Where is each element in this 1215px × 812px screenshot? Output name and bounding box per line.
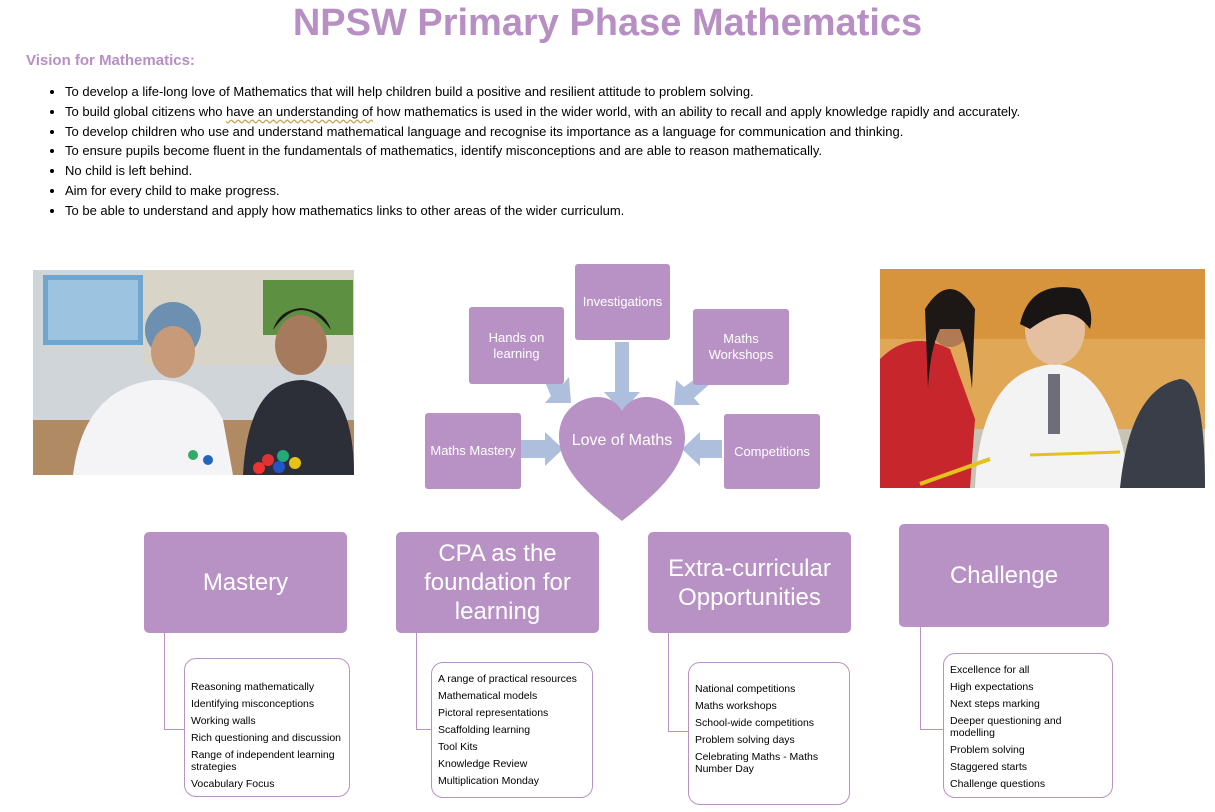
arrow-right <box>521 432 563 466</box>
list-item: Deeper questioning and modelling <box>950 715 1062 739</box>
list-item: Problem solving days <box>695 734 795 746</box>
pillar-list <box>438 673 586 787</box>
pillar-heading-challenge: Challenge <box>899 524 1109 627</box>
page-title: NPSW Primary Phase Mathematics <box>292 2 923 44</box>
list-item: National competitions <box>695 683 796 695</box>
list-item: Challenge questions <box>950 778 1046 790</box>
list-item: High expectations <box>950 681 1034 693</box>
bullet-text-underlined: have an understanding of <box>226 103 373 119</box>
pillar-connector <box>164 633 186 730</box>
node-maths-mastery: Maths Mastery <box>425 413 521 489</box>
list-item: Range of independent learning strategies <box>191 749 335 773</box>
arrow-left <box>682 432 722 466</box>
list-item: Scaffolding learning <box>438 724 531 736</box>
pillar-list-box <box>943 653 1113 798</box>
list-item: A range of practical resources <box>438 673 577 685</box>
list-item: Rich questioning and discussion <box>191 732 342 744</box>
list-item: Tool Kits <box>438 741 478 753</box>
heart-shape <box>559 397 685 521</box>
vision-bullet: • No child is left behind. <box>65 161 1215 181</box>
vision-heading: Vision for Mathematics: <box>26 52 195 69</box>
list-item: School-wide competitions <box>695 717 815 729</box>
node-hands-on-learning: Hands on learning <box>469 307 564 384</box>
list-item: Identifying misconceptions <box>191 698 315 710</box>
pillar-list <box>950 664 1106 790</box>
list-item: Multiplication Monday <box>438 775 539 787</box>
node-maths-workshops: Maths Workshops <box>693 309 789 385</box>
pillar-list <box>191 681 343 790</box>
vision-bullet: • To develop children who use and understand mathematical language and recognise its importance as a language for communication and thinking. <box>65 122 1215 142</box>
list-item: Excellence for all <box>950 664 1030 676</box>
heart-label: Love of Maths <box>571 432 673 449</box>
list-item: Mathematical models <box>438 690 538 702</box>
list-item: Problem solving <box>950 744 1025 756</box>
list-item: Pictoral representations <box>438 707 549 719</box>
node-investigations: Investigations <box>575 264 670 340</box>
pillar-list-box <box>688 662 850 805</box>
vision-bullet: • Aim for every child to make progress. <box>65 181 1215 201</box>
pillar-heading-cpa: CPA as the foundation for learning <box>396 532 599 633</box>
list-item: Reasoning mathematically <box>191 681 315 693</box>
pillar-connector <box>920 627 945 730</box>
list-item: Maths workshops <box>695 700 777 712</box>
list-item: Staggered starts <box>950 761 1028 773</box>
list-item: Celebrating Maths - Maths Number Day <box>695 751 819 775</box>
vision-bullet: • To ensure pupils become fluent in the fundamentals of mathematics, identify misconceptions and are able to reason mathematically. <box>65 141 1215 161</box>
list-item: Next steps marking <box>950 698 1040 710</box>
pillar-list-box <box>184 658 350 797</box>
list-item: Knowledge Review <box>438 758 528 770</box>
list-item: Working walls <box>191 715 256 727</box>
pillar-heading-mastery: Mastery <box>144 532 347 633</box>
pillar-heading-extra-curricular: Extra-curricular Opportunities <box>648 532 851 633</box>
bullet-text: how mathematics is used in the wider world, with an ability to recall and apply knowledge rapidly and accurately. <box>372 103 1021 119</box>
bullet-text: To build global citizens who <box>65 103 227 119</box>
vision-bullet: • To develop a life-long love of Mathematics that will help children build a positive and resilient attitude to problem solving. <box>65 82 1215 102</box>
pillar-list-box <box>431 662 593 798</box>
node-competitions: Competitions <box>724 414 820 489</box>
pillar-list <box>695 683 843 775</box>
pillar-connector <box>668 633 690 732</box>
vision-bullet: • To be able to understand and apply how mathematics links to other areas of the wider curriculum. <box>65 201 1215 221</box>
list-item: Vocabulary Focus <box>191 778 275 790</box>
